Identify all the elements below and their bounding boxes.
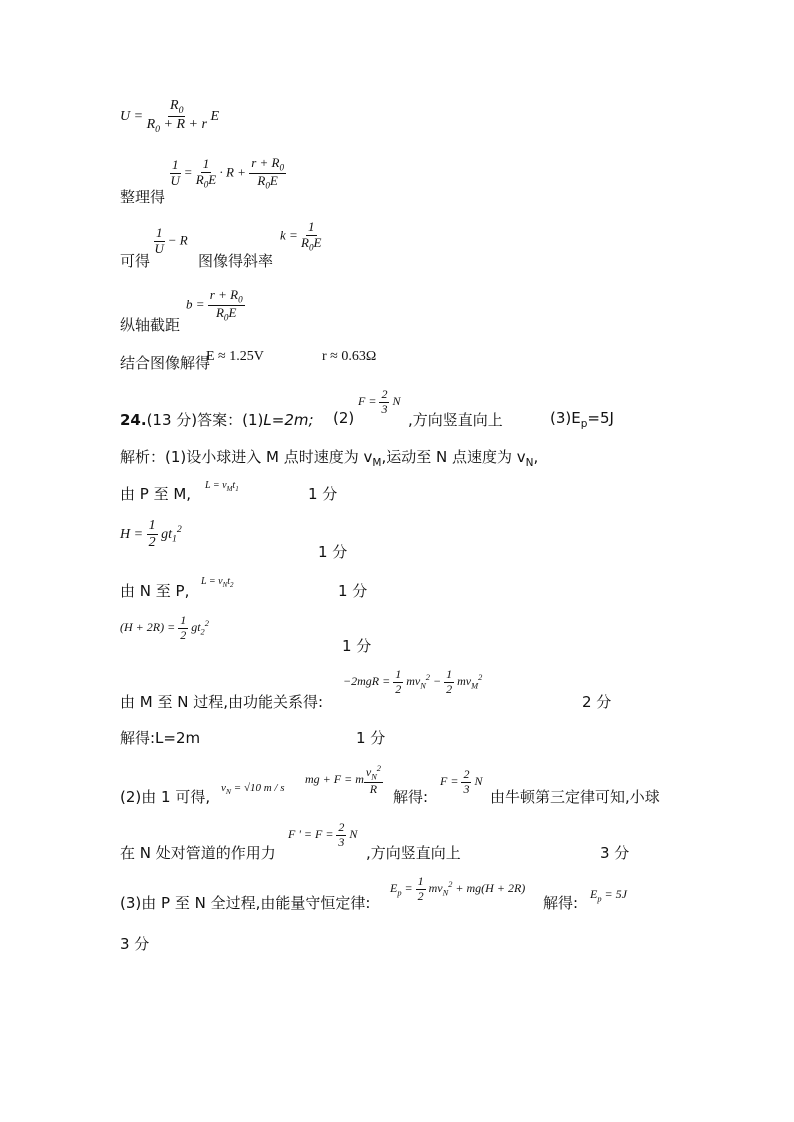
formula-h2r: (H + 2R) = $\frac{1}{2}$ $gt_2^2$ — [120, 613, 209, 642]
text-force-n: 在 N 处对管道的作用力 — [120, 844, 276, 862]
formula-u: U = $\frac{R_0}{R_0 + R + r}$ E — [120, 98, 219, 135]
text-n-to-p: 由 N 至 P, — [120, 582, 190, 600]
text-slope: 图像得斜率 — [198, 252, 274, 270]
score-np: 1 分 — [338, 582, 368, 600]
text-newton3: 由牛顿第三定律可知,小球 — [490, 788, 660, 806]
score-part2: 3 分 — [600, 844, 630, 862]
text-part2-a: (2)由 1 可得, — [120, 788, 211, 806]
text-kede: 可得 — [120, 252, 151, 270]
q24-answer-label: (13 分)答案：(1) — [146, 411, 264, 429]
analysis-text-2: ,运动至 N 点速度为 v — [381, 448, 526, 466]
score-solve-l: 1 分 — [356, 729, 386, 747]
q24-part3 — [550, 409, 614, 430]
formula-k: k = $\frac{1}{R_0E}$ — [280, 219, 322, 253]
score-mn: 2 分 — [582, 693, 612, 711]
q24-part2-label: (2) — [333, 409, 355, 427]
score-h: 1 分 — [318, 543, 348, 561]
formula-f-prime: F ' = F = $\frac{2}{3}$ N — [288, 820, 358, 849]
analysis-line — [120, 446, 538, 469]
text-p-to-m: 由 P 至 M, — [120, 485, 192, 503]
analysis-text-1: 解析：(1)设小球进入 M 点时速度为 v — [120, 448, 373, 466]
score-part3: 3 分 — [120, 935, 150, 953]
q24-heading — [120, 409, 314, 430]
formula-inv-u: $\frac{1}{U}$ = $\frac{1}{R_0E}$ · R + $\frac{r + R_0}{R_0E}$ — [170, 155, 285, 191]
q24-part3-value: =5J — [587, 409, 614, 427]
analysis-text-3: , — [533, 448, 539, 466]
score-h2r: 1 分 — [342, 637, 372, 655]
q24-answer-1: L=2m; — [263, 411, 314, 429]
text-part3: (3)由 P 至 N 全过程,由能量守恒定律: — [120, 894, 371, 912]
formula-energy-mn: −2mgR = $\frac{1}{2}$ $mv_N^2$ − $\frac{1}{2}$ $mv_M^2$ — [343, 667, 483, 696]
formula-h: H = $\frac{1}{2}$ $gt_1^2$ — [120, 518, 182, 551]
formula-ep-result: $E_p = 5J$ — [590, 887, 627, 904]
formula-l-vn: $L = v_Nt_2$ — [201, 576, 234, 589]
analysis-sub-m: M — [372, 457, 382, 469]
formula-centripetal: mg + F = m $\frac{v_N^2}{R}$ — [305, 764, 381, 797]
text-solve: 结合图像解得 — [120, 354, 211, 372]
formula-vn: $v_N = √10$ m / s — [221, 782, 285, 797]
text-part3-solve: 解得: — [543, 894, 579, 912]
result-r: r ≈ 0.63Ω — [322, 349, 377, 364]
q24-part3-label: (3)E — [550, 409, 581, 427]
formula-f: F = $\frac{2}{3}$ N — [440, 767, 483, 796]
result-e: E ≈ 1.25V — [206, 349, 264, 364]
text-m-to-n: 由 M 至 N 过程,由功能关系得: — [120, 693, 324, 711]
formula-l-vm: $L = v_Mt_1$ — [205, 480, 239, 493]
score-pm: 1 分 — [308, 485, 338, 503]
text-zhengli: 整理得 — [120, 188, 166, 206]
text-part2-solve: 解得: — [393, 788, 429, 806]
text-intercept: 纵轴截距 — [120, 316, 181, 334]
analysis-sub-n: N — [525, 457, 534, 469]
formula-axis: $\frac{1}{U}$ − R — [154, 225, 188, 256]
q24-number: 24. — [120, 411, 147, 429]
formula-ep: $E_p$ = $\frac{1}{2}$ $mv_N^2 + mg(H + 2R)$ — [390, 874, 526, 903]
formula-f-answer: F = $\frac{2}{3}$ N — [358, 387, 401, 416]
formula-b: b = $\frac{r + R_0}{R_0E}$ — [186, 287, 243, 323]
text-part2-direction: ,方向竖直向上 — [366, 844, 461, 862]
q24-direction: ,方向竖直向上 — [408, 411, 503, 429]
text-solve-l: 解得:L=2m — [120, 729, 201, 747]
q24-part3-sub: p — [580, 418, 588, 430]
